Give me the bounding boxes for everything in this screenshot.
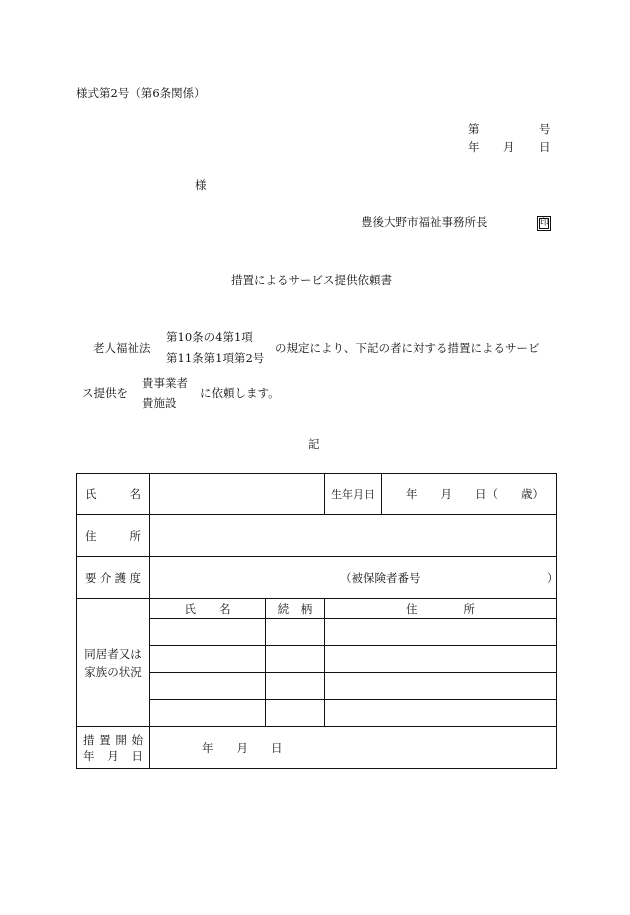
row-name bbox=[77, 474, 557, 515]
family-status-label bbox=[77, 599, 150, 727]
recipient-2: 貴施設 bbox=[142, 396, 177, 410]
family-relation-cell[interactable] bbox=[266, 619, 325, 646]
family-relation-cell[interactable] bbox=[266, 646, 325, 673]
family-relation-cell[interactable] bbox=[266, 700, 325, 727]
address-field[interactable] bbox=[150, 515, 557, 557]
seal-stamp: 印 bbox=[537, 216, 551, 231]
name-label: 氏 名 bbox=[77, 474, 150, 515]
article-2: 第11条第1項第2号 bbox=[166, 351, 265, 365]
detail-table bbox=[76, 473, 557, 769]
recipient-1: 貴事業者 bbox=[142, 376, 188, 390]
family-relation-header: 続 柄 bbox=[266, 599, 325, 619]
row-care-level bbox=[77, 557, 557, 599]
family-name-cell[interactable] bbox=[150, 619, 266, 646]
doc-number-go: 号 bbox=[539, 122, 551, 136]
family-label-line-2: 家族の状況 bbox=[84, 664, 142, 679]
row-address bbox=[77, 515, 557, 557]
family-label-line-1: 同居者又は bbox=[84, 646, 142, 661]
doc-number-dai: 第 bbox=[468, 122, 480, 136]
birth-label: 生年月日 bbox=[325, 474, 382, 515]
body-text-2-prefix: ス提供を bbox=[82, 386, 128, 400]
start-label-line-1: 措置開始 bbox=[83, 732, 143, 747]
start-label-line-2: 年月日 bbox=[83, 748, 143, 763]
date-year: 年 bbox=[468, 140, 480, 154]
issuer-name: 豊後大野市福祉事務所長 bbox=[361, 215, 488, 229]
body-text-2-suffix: に依頼します。 bbox=[200, 386, 280, 400]
family-name-cell[interactable] bbox=[150, 673, 266, 700]
address-label: 住 所 bbox=[77, 515, 150, 557]
start-date-value[interactable]: 年 月 日 bbox=[150, 727, 557, 769]
form-number: 様式第2号（第6条関係） bbox=[76, 86, 206, 100]
row-start-date bbox=[77, 727, 557, 769]
family-name-cell[interactable] bbox=[150, 700, 266, 727]
family-name-cell[interactable] bbox=[150, 646, 266, 673]
care-level-label: 要介護度 bbox=[77, 557, 150, 599]
family-address-cell[interactable] bbox=[325, 700, 557, 727]
start-date-label bbox=[77, 727, 150, 769]
family-header-row bbox=[77, 599, 557, 619]
family-address-cell[interactable] bbox=[325, 673, 557, 700]
name-field[interactable] bbox=[150, 474, 325, 515]
document-title: 措置によるサービス提供依頼書 bbox=[231, 273, 392, 287]
family-name-header: 氏 名 bbox=[150, 599, 266, 619]
family-address-cell[interactable] bbox=[325, 619, 557, 646]
family-address-cell[interactable] bbox=[325, 646, 557, 673]
addressee-suffix: 様 bbox=[195, 178, 207, 192]
law-name: 老人福祉法 bbox=[93, 341, 151, 355]
ki-heading: 記 bbox=[308, 437, 320, 451]
date-month: 月 bbox=[503, 140, 515, 154]
body-text-1: の規定により、下記の者に対する措置によるサービ bbox=[275, 341, 540, 355]
article-1: 第10条の4第1項 bbox=[166, 330, 253, 344]
family-address-header: 住 所 bbox=[325, 599, 557, 619]
family-relation-cell[interactable] bbox=[266, 673, 325, 700]
insured-number-field[interactable]: （被保険者番号 ） bbox=[150, 557, 557, 599]
birth-value[interactable]: 年 月 日（ 歳） bbox=[382, 474, 557, 515]
date-day: 日 bbox=[539, 140, 551, 154]
